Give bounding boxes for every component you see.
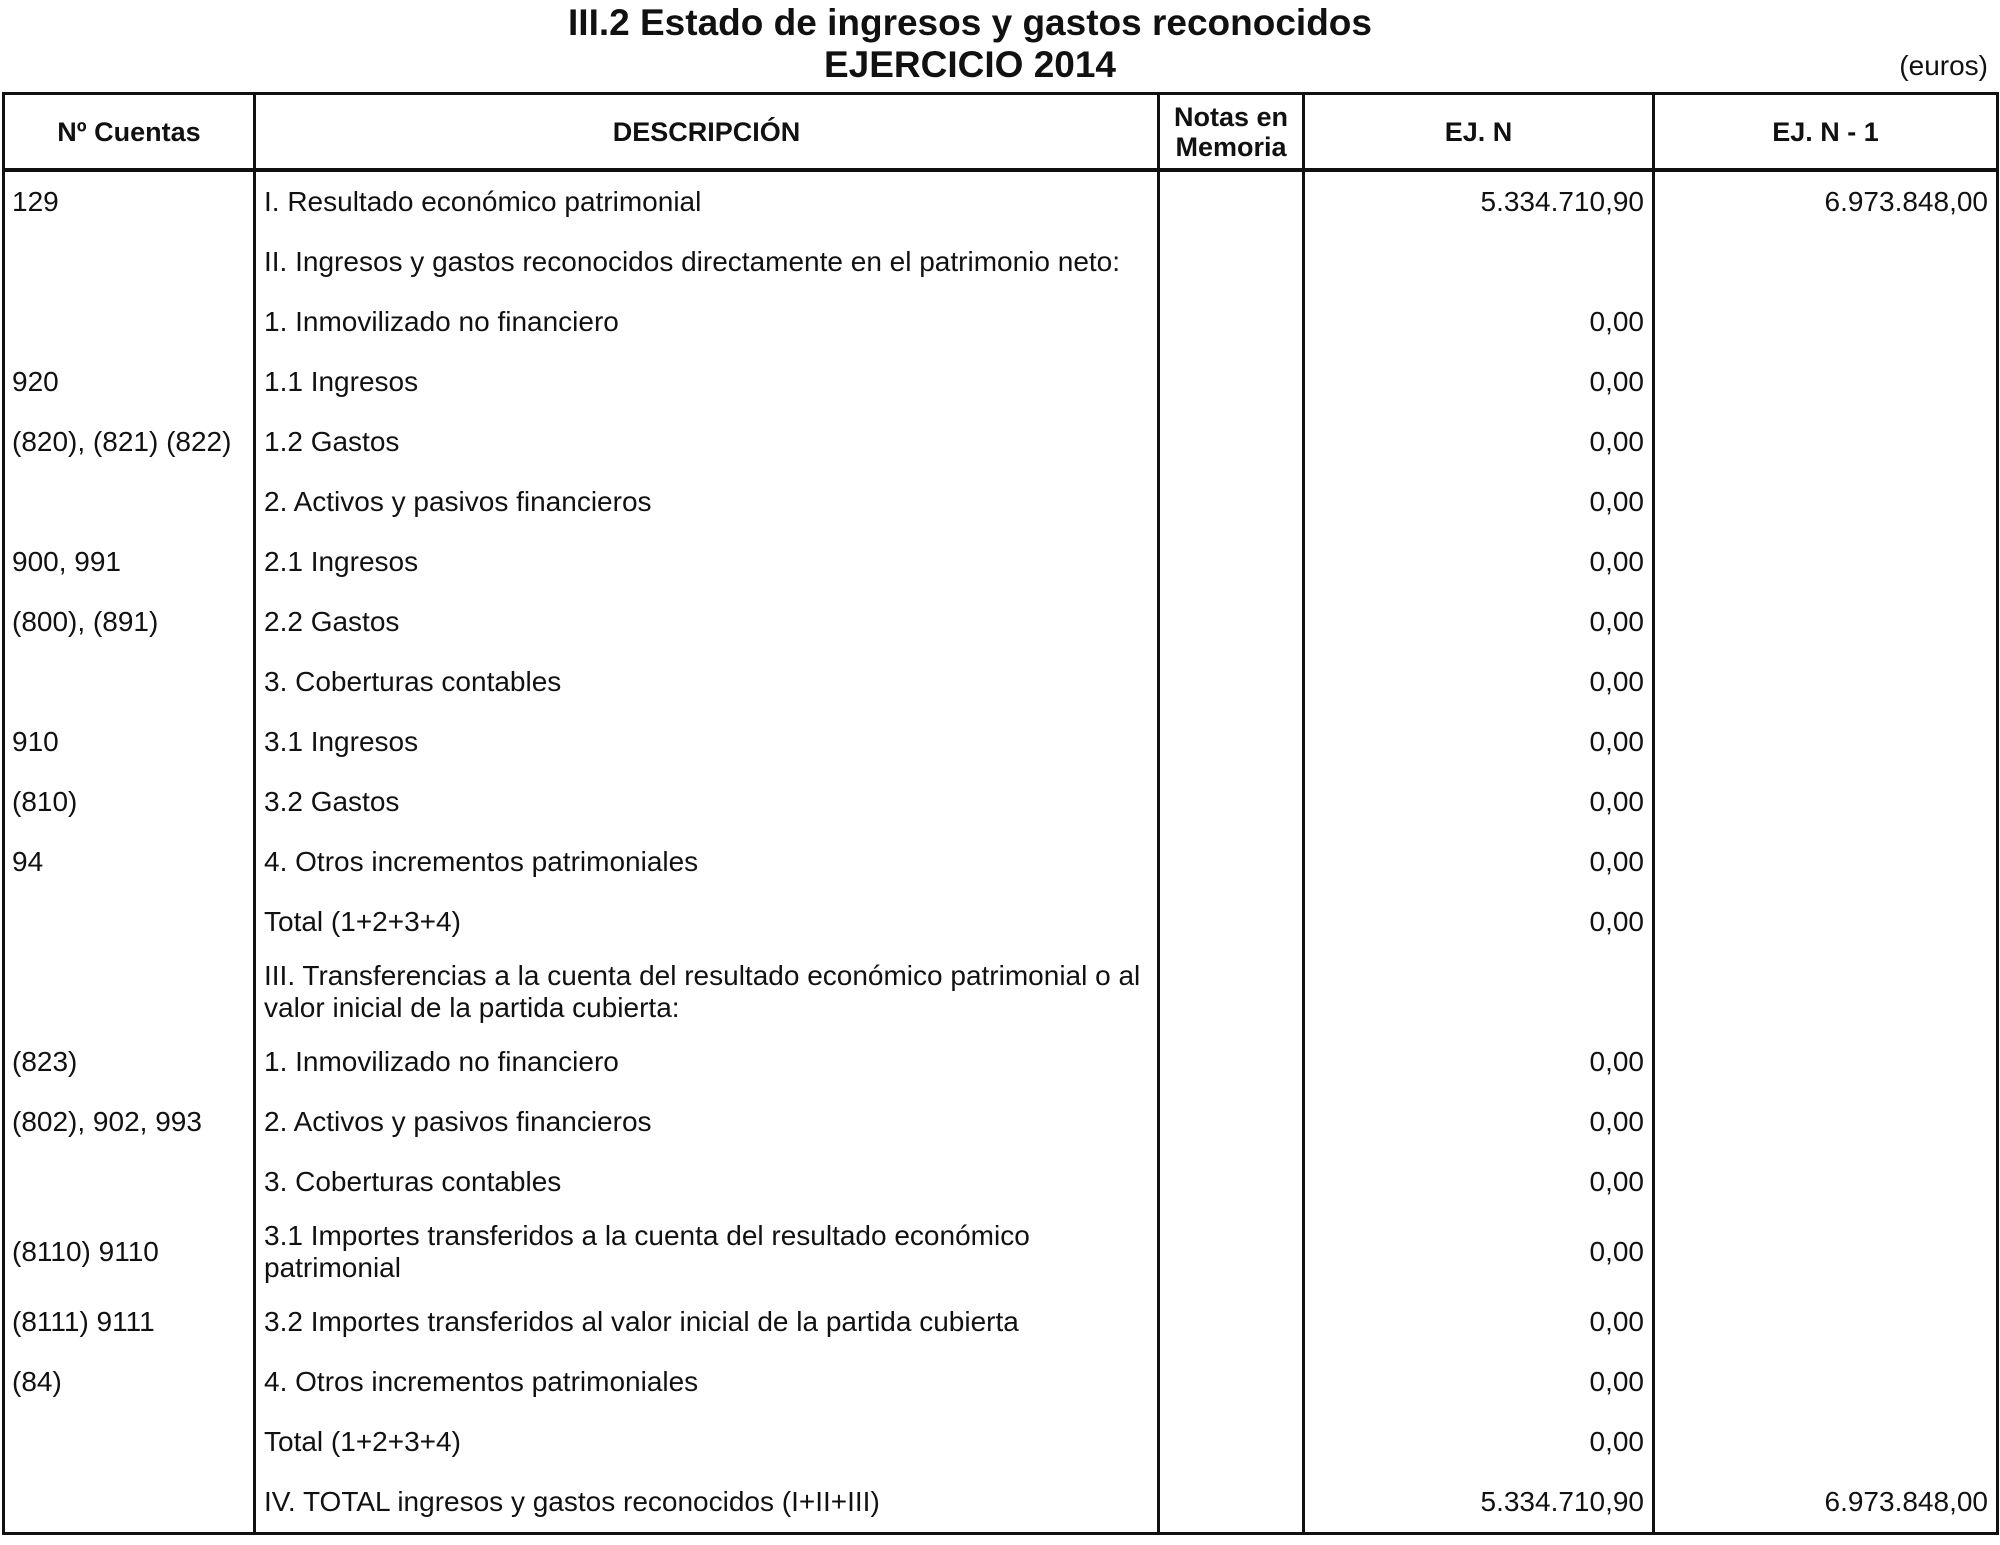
previous-year-amount-cell bbox=[1654, 952, 1998, 1032]
current-year-amount-cell: 0,00 bbox=[1304, 892, 1654, 952]
notes-cell bbox=[1159, 532, 1304, 592]
current-year-amount-cell: 0,00 bbox=[1304, 1292, 1654, 1352]
account-codes-cell bbox=[4, 1412, 255, 1472]
description-cell: 3. Coberturas contables bbox=[255, 1152, 1159, 1212]
notes-cell bbox=[1159, 1212, 1304, 1292]
table-row bbox=[4, 952, 1998, 1032]
description-cell: 1. Inmovilizado no financiero bbox=[255, 292, 1159, 352]
account-codes-cell bbox=[4, 472, 255, 532]
current-year-amount-cell: 0,00 bbox=[1304, 592, 1654, 652]
description-cell: II. Ingresos y gastos reconocidos directamente en el patrimonio neto: bbox=[255, 232, 1159, 292]
table-row bbox=[4, 412, 1998, 472]
notes-cell bbox=[1159, 832, 1304, 892]
previous-year-amount-cell bbox=[1654, 232, 1998, 292]
previous-year-amount-cell bbox=[1654, 472, 1998, 532]
table-row bbox=[4, 1032, 1998, 1092]
column-header-accounts: Nº Cuentas bbox=[4, 94, 255, 171]
current-year-amount-cell: 0,00 bbox=[1304, 652, 1654, 712]
current-year-amount-cell: 0,00 bbox=[1304, 1352, 1654, 1412]
previous-year-amount-cell bbox=[1654, 832, 1998, 892]
current-year-amount-cell: 0,00 bbox=[1304, 472, 1654, 532]
previous-year-amount-cell bbox=[1654, 1032, 1998, 1092]
current-year-amount-cell: 0,00 bbox=[1304, 1092, 1654, 1152]
account-codes-cell bbox=[4, 1472, 255, 1534]
account-codes-cell: (820), (821) (822) bbox=[4, 412, 255, 472]
previous-year-amount-cell bbox=[1654, 1152, 1998, 1212]
table-row bbox=[4, 832, 1998, 892]
description-cell: I. Resultado económico patrimonial bbox=[255, 170, 1159, 232]
account-codes-cell: 129 bbox=[4, 170, 255, 232]
notes-cell bbox=[1159, 412, 1304, 472]
notes-cell bbox=[1159, 892, 1304, 952]
notes-cell bbox=[1159, 712, 1304, 772]
notes-cell bbox=[1159, 772, 1304, 832]
account-codes-cell: 900, 991 bbox=[4, 532, 255, 592]
notes-cell bbox=[1159, 652, 1304, 712]
account-codes-cell bbox=[4, 892, 255, 952]
table-row bbox=[4, 232, 1998, 292]
notes-cell bbox=[1159, 352, 1304, 412]
previous-year-amount-cell bbox=[1654, 892, 1998, 952]
current-year-amount-cell: 0,00 bbox=[1304, 1152, 1654, 1212]
notes-cell bbox=[1159, 592, 1304, 652]
previous-year-amount-cell bbox=[1654, 772, 1998, 832]
current-year-amount-cell: 5.334.710,90 bbox=[1304, 170, 1654, 232]
account-codes-cell: (802), 902, 993 bbox=[4, 1092, 255, 1152]
account-codes-cell: (8110) 9110 bbox=[4, 1212, 255, 1292]
description-cell: 3.1 Ingresos bbox=[255, 712, 1159, 772]
current-year-amount-cell: 0,00 bbox=[1304, 772, 1654, 832]
notes-cell bbox=[1159, 1292, 1304, 1352]
table-row bbox=[4, 892, 1998, 952]
table-row bbox=[4, 292, 1998, 352]
account-codes-cell bbox=[4, 292, 255, 352]
description-cell: 1. Inmovilizado no financiero bbox=[255, 1032, 1159, 1092]
account-codes-cell: 920 bbox=[4, 352, 255, 412]
current-year-amount-cell: 0,00 bbox=[1304, 532, 1654, 592]
notes-cell bbox=[1159, 1472, 1304, 1534]
description-cell: Total (1+2+3+4) bbox=[255, 892, 1159, 952]
notes-cell bbox=[1159, 1152, 1304, 1212]
currency-units: (euros) bbox=[1899, 50, 1988, 81]
notes-cell bbox=[1159, 1092, 1304, 1152]
table-row bbox=[4, 592, 1998, 652]
table-row bbox=[4, 652, 1998, 712]
description-cell: 3.1 Importes transferidos a la cuenta del resultado económico patrimonial bbox=[255, 1212, 1159, 1292]
description-cell: 2. Activos y pasivos financieros bbox=[255, 1092, 1159, 1152]
column-header-previous-year: EJ. N - 1 bbox=[1654, 94, 1998, 171]
notes-cell bbox=[1159, 232, 1304, 292]
description-cell: 4. Otros incrementos patrimoniales bbox=[255, 832, 1159, 892]
table-row bbox=[4, 1412, 1998, 1472]
table-row bbox=[4, 1292, 1998, 1352]
description-cell: 3. Coberturas contables bbox=[255, 652, 1159, 712]
current-year-amount-cell: 0,00 bbox=[1304, 712, 1654, 772]
description-cell: 2.2 Gastos bbox=[255, 592, 1159, 652]
previous-year-amount-cell bbox=[1654, 592, 1998, 652]
description-cell: 2.1 Ingresos bbox=[255, 532, 1159, 592]
previous-year-amount-cell: 6.973.848,00 bbox=[1654, 170, 1998, 232]
table-row bbox=[4, 170, 1998, 232]
description-cell: 3.2 Importes transferidos al valor inicial de la partida cubierta bbox=[255, 1292, 1159, 1352]
description-cell: 4. Otros incrementos patrimoniales bbox=[255, 1352, 1159, 1412]
table-row bbox=[4, 352, 1998, 412]
previous-year-amount-cell: 6.973.848,00 bbox=[1654, 1472, 1998, 1534]
description-cell: 1.2 Gastos bbox=[255, 412, 1159, 472]
notes-cell bbox=[1159, 472, 1304, 532]
notes-cell bbox=[1159, 1352, 1304, 1412]
table-row bbox=[4, 1212, 1998, 1292]
current-year-amount-cell: 0,00 bbox=[1304, 292, 1654, 352]
notes-cell bbox=[1159, 170, 1304, 232]
fiscal-year-subtitle: EJERCICIO 2014 bbox=[823, 44, 1117, 85]
table-row bbox=[4, 712, 1998, 772]
description-cell: 3.2 Gastos bbox=[255, 772, 1159, 832]
previous-year-amount-cell bbox=[1654, 412, 1998, 472]
current-year-amount-cell: 5.334.710,90 bbox=[1304, 1472, 1654, 1534]
table-row bbox=[4, 472, 1998, 532]
table-body bbox=[4, 170, 1998, 1534]
description-cell: III. Transferencias a la cuenta del resultado económico patrimonial o al valor inicial de la partida cubierta: bbox=[255, 952, 1159, 1032]
previous-year-amount-cell bbox=[1654, 352, 1998, 412]
account-codes-cell: (8111) 9111 bbox=[4, 1292, 255, 1352]
description-cell: Total (1+2+3+4) bbox=[255, 1412, 1159, 1472]
account-codes-cell bbox=[4, 952, 255, 1032]
table-row bbox=[4, 1352, 1998, 1412]
notes-cell bbox=[1159, 1032, 1304, 1092]
current-year-amount-cell: 0,00 bbox=[1304, 1032, 1654, 1092]
column-header-current-year: EJ. N bbox=[1304, 94, 1654, 171]
document-title: III.2 Estado de ingresos y gastos reconocidos bbox=[568, 2, 1372, 43]
notes-cell bbox=[1159, 952, 1304, 1032]
previous-year-amount-cell bbox=[1654, 1092, 1998, 1152]
previous-year-amount-cell bbox=[1654, 1292, 1998, 1352]
table-row bbox=[4, 1152, 1998, 1212]
description-cell: 2. Activos y pasivos financieros bbox=[255, 472, 1159, 532]
account-codes-cell: (823) bbox=[4, 1032, 255, 1092]
previous-year-amount-cell bbox=[1654, 1412, 1998, 1472]
account-codes-cell bbox=[4, 652, 255, 712]
table-row bbox=[4, 1472, 1998, 1534]
current-year-amount-cell: 0,00 bbox=[1304, 832, 1654, 892]
notes-cell bbox=[1159, 292, 1304, 352]
table-row bbox=[4, 532, 1998, 592]
previous-year-amount-cell bbox=[1654, 652, 1998, 712]
previous-year-amount-cell bbox=[1654, 712, 1998, 772]
account-codes-cell: 94 bbox=[4, 832, 255, 892]
column-header-description: DESCRIPCIÓN bbox=[255, 94, 1159, 171]
column-header-notes: Notas en Memoria bbox=[1159, 94, 1304, 171]
income-expense-statement-table bbox=[2, 92, 1999, 1535]
account-codes-cell bbox=[4, 232, 255, 292]
description-cell: 1.1 Ingresos bbox=[255, 352, 1159, 412]
header-row bbox=[4, 94, 1998, 171]
current-year-amount-cell: 0,00 bbox=[1304, 1212, 1654, 1292]
current-year-amount-cell: 0,00 bbox=[1304, 352, 1654, 412]
current-year-amount-cell: 0,00 bbox=[1304, 1412, 1654, 1472]
description-cell: IV. TOTAL ingresos y gastos reconocidos (I+II+III) bbox=[255, 1472, 1159, 1534]
previous-year-amount-cell bbox=[1654, 292, 1998, 352]
current-year-amount-cell bbox=[1304, 952, 1654, 1032]
table-row bbox=[4, 1092, 1998, 1152]
account-codes-cell bbox=[4, 1152, 255, 1212]
previous-year-amount-cell bbox=[1654, 532, 1998, 592]
account-codes-cell: (84) bbox=[4, 1352, 255, 1412]
table-row bbox=[4, 772, 1998, 832]
table-header bbox=[4, 94, 1998, 171]
current-year-amount-cell: 0,00 bbox=[1304, 412, 1654, 472]
notes-cell bbox=[1159, 1412, 1304, 1472]
account-codes-cell: (800), (891) bbox=[4, 592, 255, 652]
account-codes-cell: 910 bbox=[4, 712, 255, 772]
account-codes-cell: (810) bbox=[4, 772, 255, 832]
previous-year-amount-cell bbox=[1654, 1212, 1998, 1292]
current-year-amount-cell bbox=[1304, 232, 1654, 292]
previous-year-amount-cell bbox=[1654, 1352, 1998, 1412]
